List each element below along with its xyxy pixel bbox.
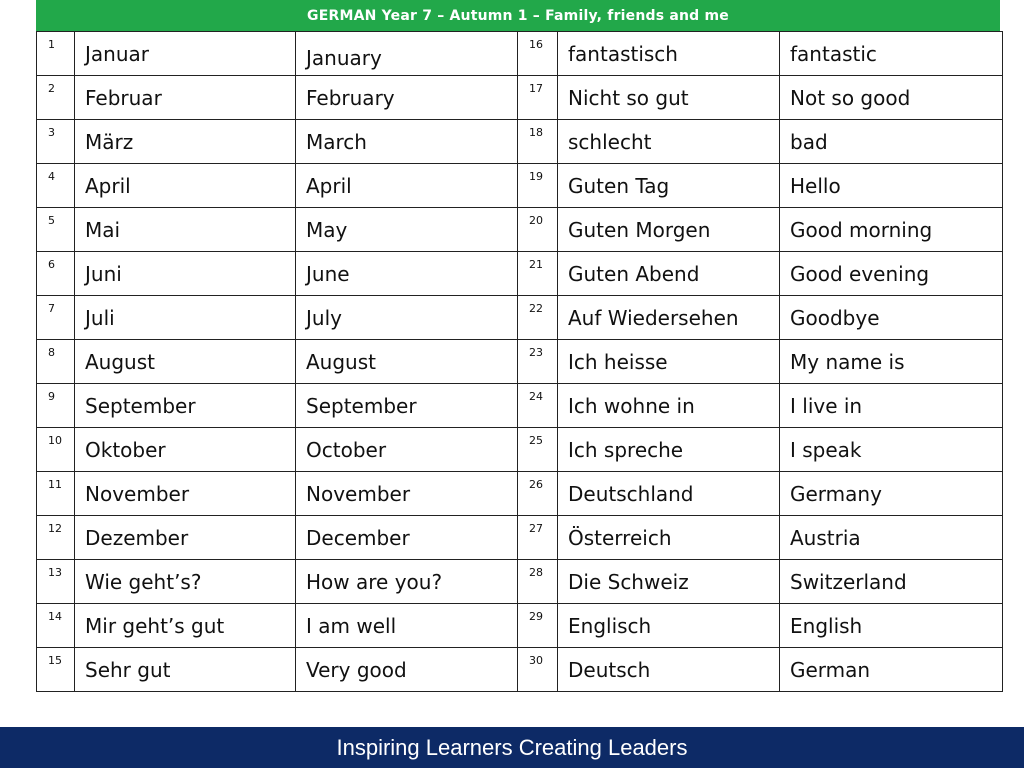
table-row xyxy=(37,604,1003,648)
german-word: schlecht xyxy=(558,120,780,164)
english-word: I live in xyxy=(780,384,1003,428)
english-word: English xyxy=(780,604,1003,648)
english-word: I speak xyxy=(780,428,1003,472)
english-word: Good evening xyxy=(780,252,1003,296)
english-word: February xyxy=(296,76,518,120)
english-word: November xyxy=(296,472,518,516)
german-word: Wie geht’s? xyxy=(75,560,296,604)
german-word: Deutsch xyxy=(558,648,780,692)
english-word: Good morning xyxy=(780,208,1003,252)
table-row xyxy=(37,76,1003,120)
german-word: Ich wohne in xyxy=(558,384,780,428)
english-word: Goodbye xyxy=(780,296,1003,340)
item-number: 19 xyxy=(518,164,558,208)
item-number: 24 xyxy=(518,384,558,428)
table-row xyxy=(37,32,1003,76)
item-number: 9 xyxy=(37,384,75,428)
german-word: Februar xyxy=(75,76,296,120)
footer-slogan: Inspiring Learners Creating Leaders xyxy=(0,727,1024,768)
german-word: Ich spreche xyxy=(558,428,780,472)
english-word: Germany xyxy=(780,472,1003,516)
table-row xyxy=(37,340,1003,384)
item-number: 27 xyxy=(518,516,558,560)
english-word: German xyxy=(780,648,1003,692)
english-word: December xyxy=(296,516,518,560)
item-number: 12 xyxy=(37,516,75,560)
german-word: Guten Morgen xyxy=(558,208,780,252)
item-number: 16 xyxy=(518,32,558,76)
item-number: 20 xyxy=(518,208,558,252)
item-number: 17 xyxy=(518,76,558,120)
english-word: July xyxy=(296,296,518,340)
german-word: Die Schweiz xyxy=(558,560,780,604)
item-number: 25 xyxy=(518,428,558,472)
german-word: Mir geht’s gut xyxy=(75,604,296,648)
german-word: April xyxy=(75,164,296,208)
table-row xyxy=(37,472,1003,516)
german-word: Guten Abend xyxy=(558,252,780,296)
english-word: My name is xyxy=(780,340,1003,384)
item-number: 7 xyxy=(37,296,75,340)
english-word: Not so good xyxy=(780,76,1003,120)
item-number: 30 xyxy=(518,648,558,692)
german-word: Dezember xyxy=(75,516,296,560)
item-number: 10 xyxy=(37,428,75,472)
table-row xyxy=(37,428,1003,472)
german-word: Oktober xyxy=(75,428,296,472)
item-number: 2 xyxy=(37,76,75,120)
item-number: 28 xyxy=(518,560,558,604)
english-word: September xyxy=(296,384,518,428)
english-word: January xyxy=(296,32,518,76)
item-number: 21 xyxy=(518,252,558,296)
english-word: May xyxy=(296,208,518,252)
table-row xyxy=(37,516,1003,560)
english-word: fantastic xyxy=(780,32,1003,76)
german-word: Nicht so gut xyxy=(558,76,780,120)
item-number: 1 xyxy=(37,32,75,76)
item-number: 5 xyxy=(37,208,75,252)
item-number: 23 xyxy=(518,340,558,384)
page-title: GERMAN Year 7 – Autumn 1 – Family, friends and me xyxy=(36,0,1000,31)
english-word: August xyxy=(296,340,518,384)
table-row xyxy=(37,648,1003,692)
german-word: Guten Tag xyxy=(558,164,780,208)
german-word: Ich heisse xyxy=(558,340,780,384)
german-word: Januar xyxy=(75,32,296,76)
item-number: 15 xyxy=(37,648,75,692)
german-word: Englisch xyxy=(558,604,780,648)
german-word: Juli xyxy=(75,296,296,340)
table-row xyxy=(37,120,1003,164)
item-number: 4 xyxy=(37,164,75,208)
table-row xyxy=(37,296,1003,340)
item-number: 22 xyxy=(518,296,558,340)
table-row xyxy=(37,164,1003,208)
item-number: 3 xyxy=(37,120,75,164)
german-word: fantastisch xyxy=(558,32,780,76)
german-word: Österreich xyxy=(558,516,780,560)
german-word: November xyxy=(75,472,296,516)
english-word: Austria xyxy=(780,516,1003,560)
english-word: Hello xyxy=(780,164,1003,208)
english-word: June xyxy=(296,252,518,296)
english-word: October xyxy=(296,428,518,472)
german-word: Mai xyxy=(75,208,296,252)
german-word: Juni xyxy=(75,252,296,296)
german-word: Auf Wiedersehen xyxy=(558,296,780,340)
item-number: 18 xyxy=(518,120,558,164)
english-word: Very good xyxy=(296,648,518,692)
german-word: August xyxy=(75,340,296,384)
english-word: bad xyxy=(780,120,1003,164)
item-number: 26 xyxy=(518,472,558,516)
item-number: 14 xyxy=(37,604,75,648)
table-row xyxy=(37,252,1003,296)
table-row xyxy=(37,208,1003,252)
english-word: How are you? xyxy=(296,560,518,604)
item-number: 13 xyxy=(37,560,75,604)
item-number: 11 xyxy=(37,472,75,516)
table-row xyxy=(37,384,1003,428)
english-word: March xyxy=(296,120,518,164)
german-word: März xyxy=(75,120,296,164)
table-row xyxy=(37,560,1003,604)
item-number: 6 xyxy=(37,252,75,296)
english-word: I am well xyxy=(296,604,518,648)
english-word: April xyxy=(296,164,518,208)
item-number: 8 xyxy=(37,340,75,384)
german-word: Deutschland xyxy=(558,472,780,516)
german-word: September xyxy=(75,384,296,428)
item-number: 29 xyxy=(518,604,558,648)
vocabulary-table xyxy=(36,31,1003,692)
german-word: Sehr gut xyxy=(75,648,296,692)
english-word: Switzerland xyxy=(780,560,1003,604)
